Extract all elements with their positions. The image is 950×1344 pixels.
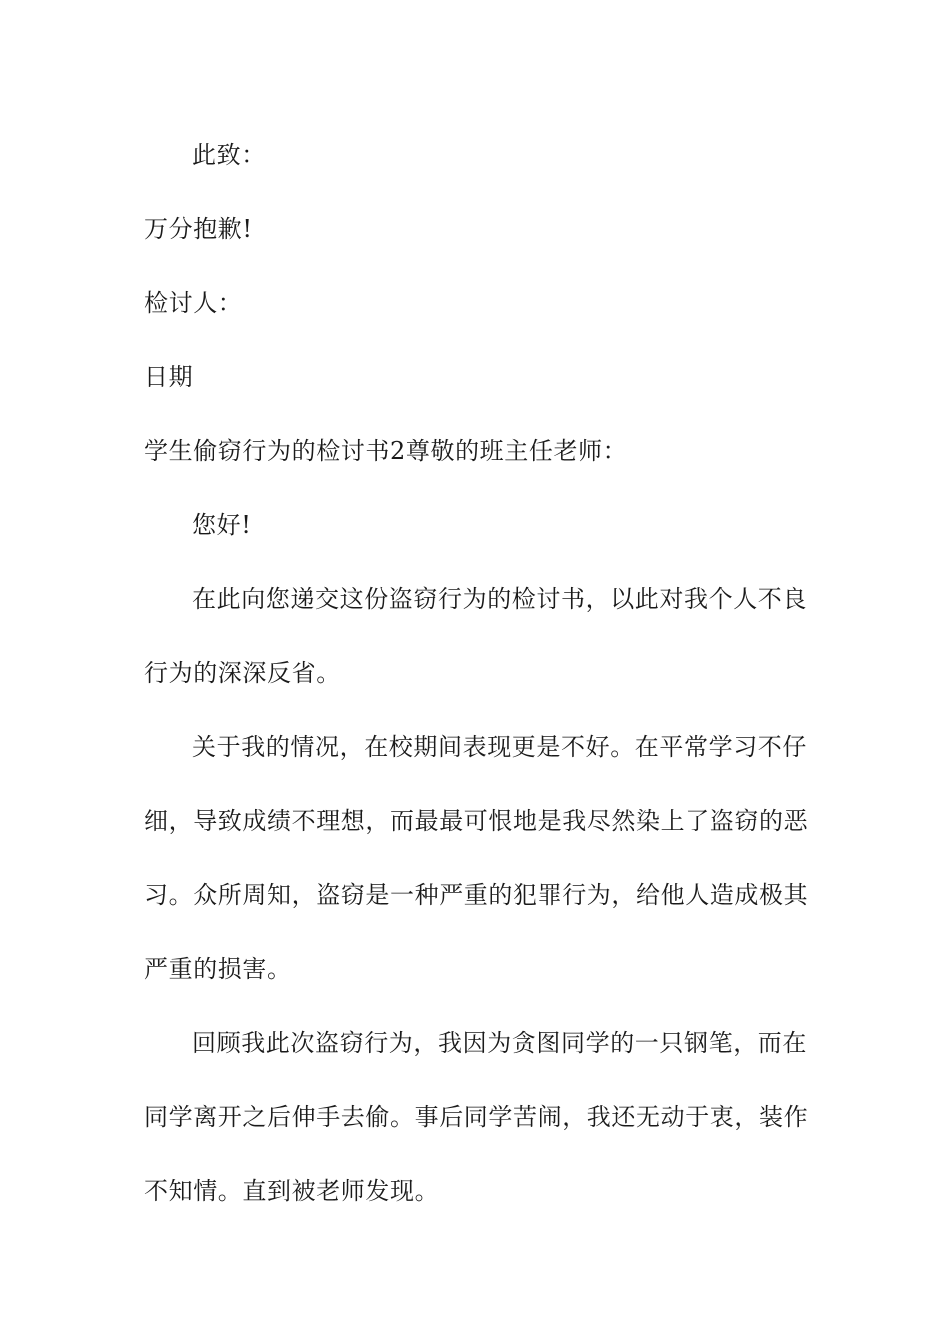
greeting: 您好! — [192, 511, 252, 539]
document-body — [144, 118, 808, 1228]
paragraph-line: 习。众所周知，盗窃是一种严重的犯罪行为，给他人造成极其 — [144, 881, 809, 909]
paragraph-line: 同学离开之后伸手去偷。事后同学苦闹，我还无动于衷，装作 — [144, 1103, 809, 1131]
paragraph-line: 不知情。直到被老师发现。 — [144, 1177, 440, 1205]
paragraph-line: 严重的损害。 — [144, 955, 292, 983]
paragraph-line: 细，导致成绩不理想，而最最可恨地是我尽然染上了盗窃的恶 — [144, 807, 809, 835]
paragraph-line: 回顾我此次盗窃行为，我因为贪图同学的一只钢笔，而在 — [192, 1029, 807, 1057]
paragraph-line: 行为的深深反省。 — [144, 659, 341, 687]
letter-heading: 学生偷窃行为的检讨书2尊敬的班主任老师： — [144, 437, 628, 465]
apology-line: 万分抱歉! — [144, 215, 253, 243]
date-label: 日期 — [144, 363, 194, 391]
paragraph-line: 关于我的情况，在校期间表现更是不好。在平常学习不仔 — [192, 733, 807, 761]
paragraph-line: 在此向您递交这份盗窃行为的检讨书，以此对我个人不良 — [192, 585, 807, 613]
closing-salutation: 此致： — [192, 141, 266, 169]
signer-label: 检讨人： — [144, 289, 243, 317]
